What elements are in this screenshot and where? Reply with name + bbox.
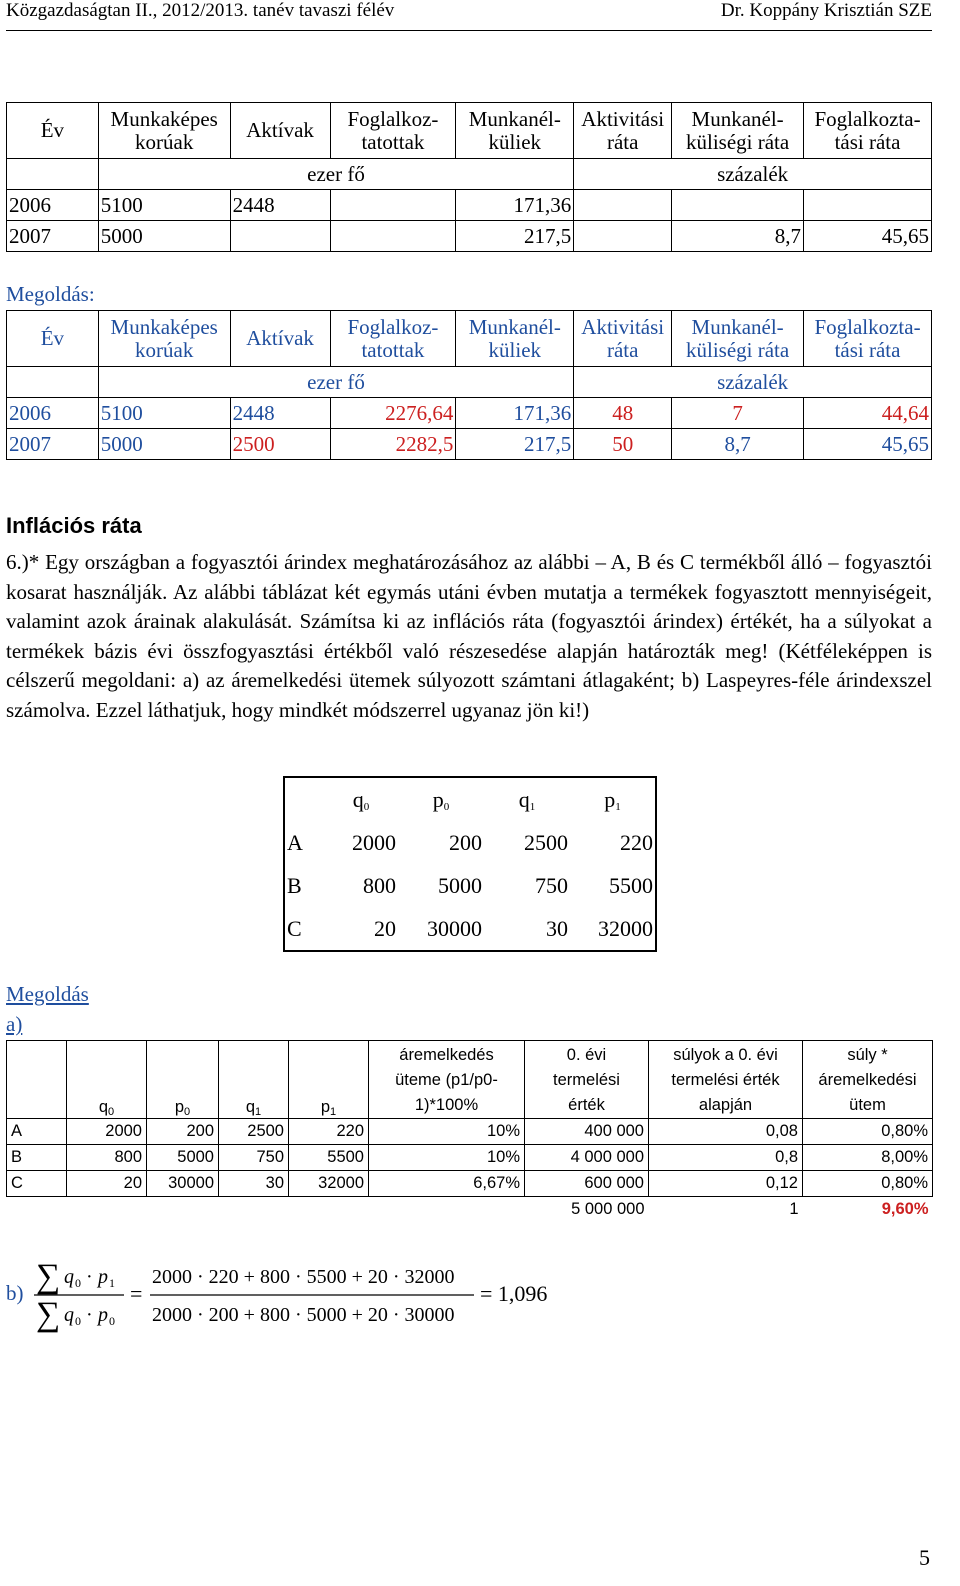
col-evi-ertek: 0. évi termelési érték xyxy=(525,1041,649,1119)
col-aremelkedes: áremelkedés üteme (p1/p0- 1)*100% xyxy=(369,1041,525,1119)
unit-szazalek: százalék xyxy=(574,159,932,190)
table-row: B 800 5000 750 5500 xyxy=(287,872,653,898)
labor-table-solution xyxy=(6,310,932,460)
svg-text:·: · xyxy=(86,1304,93,1326)
table-row: 2006 5100 2448 171,36 xyxy=(7,190,932,221)
header-rule xyxy=(6,30,932,31)
col-ev: Év xyxy=(7,311,99,367)
part-b-label: b) xyxy=(6,1281,24,1305)
col-foglalkoztatottak: Foglalkoz- tatottak xyxy=(330,103,456,159)
col-foglalkoztatasi: Foglalkozta- tási ráta xyxy=(804,311,932,367)
svg-text:·: · xyxy=(86,1266,93,1288)
sum-icon: ∑ xyxy=(36,1296,61,1333)
col-munkanelkuliek: Munkanél- küliek xyxy=(456,103,574,159)
col-p0: $p_0$ xyxy=(147,1041,219,1119)
formula-denominator: 2000 · 200 + 800 · 5000 + 20 · 30000 xyxy=(152,1304,455,1326)
col-ev: Év xyxy=(7,103,99,159)
unit-ezer-fo: ezer fő xyxy=(98,159,573,190)
laspeyres-formula xyxy=(6,1255,566,1345)
total-result: 9,60% xyxy=(881,1200,929,1218)
total-value: 5 000 000 xyxy=(571,1200,645,1218)
col-p0: $p_0$ xyxy=(432,786,450,813)
svg-text:=: = xyxy=(130,1281,143,1306)
col-p1: $p_1$ xyxy=(604,786,621,813)
table-row: A 2000 200 2500 220 10% 400 000 0,08 0,80% xyxy=(7,1119,933,1145)
table-row: 2006 5100 2448 2276,64 171,36 48 7 44,64 xyxy=(7,398,932,429)
unit-szazalek: százalék xyxy=(574,367,932,398)
col-munkanelkulisegi: Munkanél- küliségi ráta xyxy=(672,103,804,159)
page-header xyxy=(0,0,960,30)
totals-row xyxy=(7,1197,933,1223)
col-sulyok: súlyok a 0. évi termelési érték alapján xyxy=(649,1041,803,1119)
svg-text:q: q xyxy=(64,1266,74,1288)
col-munkakepes: Munkaképes korúak xyxy=(98,103,230,159)
svg-text:1: 1 xyxy=(109,1276,115,1290)
weighted-average-table xyxy=(6,1040,933,1222)
col-q0: $q_0$ xyxy=(352,786,370,813)
col-aktivak: Aktívak xyxy=(230,311,330,367)
col-aktivitasi: Aktivitási ráta xyxy=(574,311,672,367)
col-aktivak: Aktívak xyxy=(230,103,330,159)
svg-text:0: 0 xyxy=(75,1276,81,1290)
col-suly: súly * áremelkedési ütem xyxy=(803,1041,933,1119)
svg-text:p: p xyxy=(98,1266,108,1288)
unit-ezer-fo: ezer fő xyxy=(98,367,573,398)
svg-text:p: p xyxy=(98,1304,108,1326)
table-row: B 800 5000 750 5500 10% 4 000 000 0,8 8,00% xyxy=(7,1145,933,1171)
exercise-text: 6.)* Egy országban a fogyasztói árindex meghatározásához az alábbi – A, B és C termékből álló – fogyasztói kosarat használják. Az alábbi táblázat két egymás utáni évben mutatja a termékek fogyasztott mennyiségeit, valamint azok árainak alakulását. Számítsa ki az inflációs ráta (fogyasztói árindex) értékét, ha a súlyokat a termékek bázis évi összfogyasztási értékből való részesedése alapján határozták meg! (Kétféleképpen is célszerű megoldani: a) az áremelkedési ütemek súlyozott számtani átlagaként; b) Laspeyres-féle árindexszel számolva. Ezzel láthatjuk, hogy mindkét módszerrel ugyanaz jön ki!) xyxy=(6,550,932,722)
table-row: 2007 5000 2500 2282,5 217,5 50 8,7 45,65 xyxy=(7,429,932,460)
svg-text:q: q xyxy=(64,1304,74,1326)
labor-table-exercise xyxy=(6,102,932,252)
header-course: Közgazdaságtan II., 2012/2013. tanév tavaszi félév xyxy=(6,0,395,21)
col-p1: $p_1$ xyxy=(289,1041,369,1119)
part-a-label: a) xyxy=(6,1012,23,1036)
formula-numerator: 2000 · 220 + 800 · 5500 + 20 · 32000 xyxy=(152,1266,455,1288)
table-row: C 20 30000 30 32000 6,67% 600 000 0,12 0,80% xyxy=(7,1171,933,1197)
header-author: Dr. Koppány Krisztián SZE xyxy=(720,0,932,21)
col-munkakepes: Munkaképes korúak xyxy=(98,311,230,367)
col-q1: $q_1$ xyxy=(518,786,536,813)
sum-icon: ∑ xyxy=(36,1258,61,1295)
solution2-label: Megoldás xyxy=(6,982,89,1006)
total-weight: 1 xyxy=(789,1200,799,1218)
table-row: A 2000 200 2500 220 xyxy=(287,829,653,855)
price-quantity-table xyxy=(283,776,657,952)
section-title: Inflációs ráta xyxy=(6,513,142,538)
col-q1: $q_1$ xyxy=(219,1041,289,1119)
col-munkanelkulisegi: Munkanél- küliségi ráta xyxy=(672,311,804,367)
table-row: 2007 5000 217,5 8,7 45,65 xyxy=(7,221,932,252)
col-aktivitasi: Aktivitási ráta xyxy=(574,103,672,159)
col-q0: $q_0$ xyxy=(67,1041,147,1119)
svg-text:0: 0 xyxy=(109,1314,115,1328)
col-foglalkoztatottak: Foglalkoz- tatottak xyxy=(330,311,456,367)
col-munkanelkuliek: Munkanél- küliek xyxy=(456,311,574,367)
solution-label: Megoldás: xyxy=(6,282,95,306)
page-number: 5 xyxy=(919,1545,930,1570)
formula-result: = 1,096 xyxy=(480,1281,548,1306)
table-row: C 20 30000 30 32000 xyxy=(287,915,653,941)
col-foglalkoztatasi: Foglalkozta- tási ráta xyxy=(804,103,932,159)
svg-text:0: 0 xyxy=(75,1314,81,1328)
